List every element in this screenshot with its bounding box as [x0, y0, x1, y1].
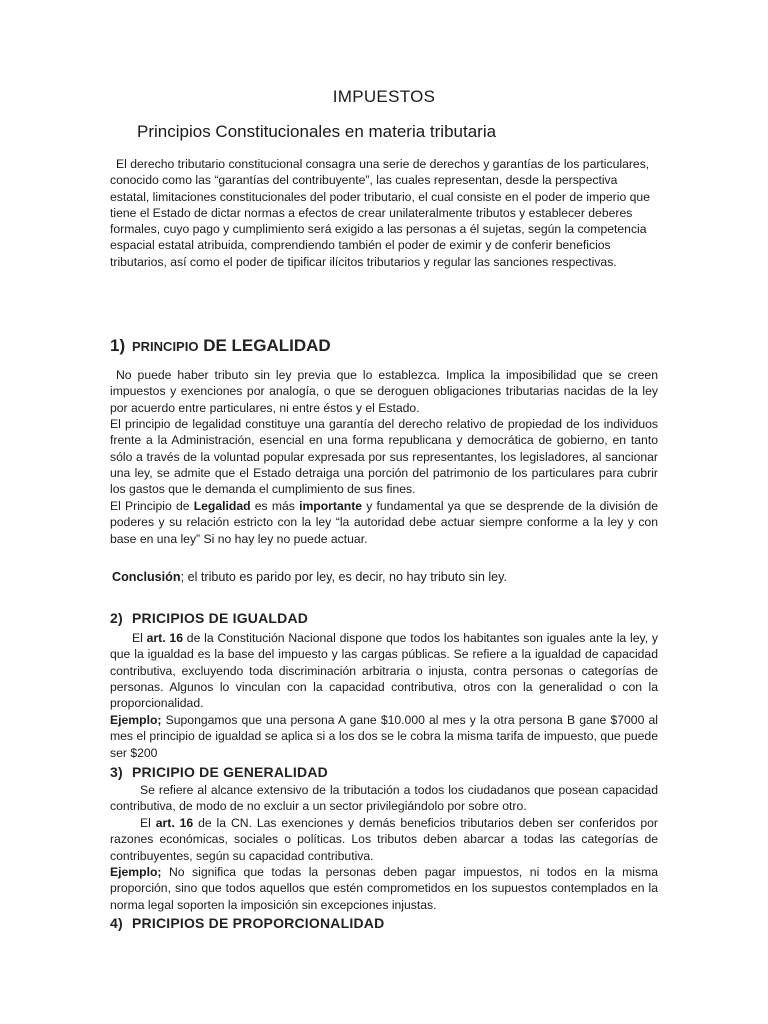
- section-4-heading-text: PRICIPIOS DE PROPORCIONALIDAD: [132, 915, 385, 931]
- section-3-heading: [110, 764, 328, 780]
- section-2-heading: [110, 610, 308, 626]
- example-text: Supongamos que una persona A gane $10.000 al mes y la otra persona B gane $7000 al mes el principio de igualdad se aplica si a los dos se le cobra la misma tarifa de impuesto, que puede ser $200: [110, 713, 658, 760]
- section-2-heading-text: PRICIPIOS DE IGUALDAD: [132, 610, 309, 626]
- text-run: El: [140, 816, 156, 830]
- section-4-number: 4): [110, 915, 123, 931]
- text-run: El Principio de: [110, 499, 194, 513]
- document-subtitle: Principios Constitucionales en materia tributaria: [137, 122, 497, 141]
- document-title: IMPUESTOS: [332, 87, 436, 106]
- section-1-number: 1): [110, 336, 126, 355]
- intro-paragraph: El derecho tributario constitucional consagra una serie de derechos y garantías de los particulares, conocido como las “garantías del contribuyente”, las cuales representan, desde la perspectiva estatal, limitaciones constitucionales del poder tributario, el cual consiste en el poder de imperio que tiene el Estado de dictar normas a efectos de crear unilateralmente tributos y establecer deberes formales, cuyo pago y cumplimiento será exigido a las personas a él sujetas, según la competencia espacial estatal atribuida, comprendiendo también el poder de eximir y de conferir beneficios tributarios, así como el poder de tipificar ilícitos tributarios y regular las sanciones respectivas.: [110, 157, 650, 269]
- section-2-paragraph-1: [110, 630, 658, 711]
- section-3-paragraph-2: [110, 815, 658, 864]
- section-4-heading: [110, 915, 384, 931]
- section-3-heading-text: PRICIPIO DE GENERALIDAD: [132, 764, 328, 780]
- section-2-number: 2): [110, 610, 123, 626]
- section-3-paragraph-1: Se refiere al alcance extensivo de la tributación a todos los ciudadanos que posean capacidad contributiva, de modo de no excluir a un sector privilegiándolo por sobre otro.: [110, 783, 658, 814]
- section-2-example: [110, 712, 658, 761]
- section-1-paragraph-1: No puede haber tributo sin ley previa que lo establezca. Implica la imposibilidad que se creen impuestos y exenciones por analogía, o que se deroguen obligaciones tributarias nacidas de la ley por acuerdo entre particulares, ni entre éstos y el Estado.: [110, 368, 658, 415]
- bold-term-importante: importante: [299, 499, 363, 513]
- bold-term-legalidad: Legalidad: [193, 499, 251, 513]
- example-label: Ejemplo;: [110, 865, 162, 879]
- text-run: de la Constitución Nacional dispone que todos los habitantes son iguales ante la ley, y que la igualdad es la base del impuesto y las cargas públicas. Se refiere a la igualdad de capacidad contributiva, excluyendo toda discriminación arbitraria o injusta, contra personas o categorías de personas. Algunos lo vinculan con la capacidad contributiva, otros con la generalidad o con la proporcionalidad.: [110, 631, 658, 711]
- section-3-number: 3): [110, 764, 123, 780]
- text-run: y fundamental ya que se desprende de la división de poderes y su relación estricto con la ley “la autoridad debe actuar siempre conforme a la ley y con base en una ley” Si no hay ley no puede actuar.: [110, 499, 658, 546]
- text-run: El: [132, 631, 147, 645]
- section-3-example: [110, 864, 658, 913]
- section-1-heading: [110, 336, 331, 356]
- bold-term-art16: art. 16: [155, 816, 194, 830]
- section-1-heading-small: PRINCIPIO: [132, 339, 199, 354]
- example-label: Ejemplo;: [110, 713, 162, 727]
- section-1-paragraph-3: [110, 498, 658, 547]
- conclusion-text: ; el tributo es parido por ley, es decir, no hay tributo sin ley.: [180, 570, 508, 584]
- section-1-heading-rest: DE LEGALIDAD: [198, 336, 331, 355]
- text-run: de la CN. Las exenciones y demás beneficios tributarios deben ser conferidos por razones económicas, sociales o políticas. Los tributos deben abarcar a todas las categorías de contribuyentes, según su capacidad contributiva.: [110, 816, 658, 863]
- bold-term-art16: art. 16: [146, 631, 183, 645]
- text-run: es más: [250, 499, 300, 513]
- section-1-paragraph-2: El principio de legalidad constituye una garantía del derecho relativo de propiedad de los individuos frente a la Administración, esencial en una forma republicana y democrática de gobierno, en tanto sólo a través de la voluntad popular expresada por sus representantes, los legisladores, al sancionar una ley, se admite que el Estado detraiga una porción del patrimonio de los particulares para cubrir los gastos que le demanda el cumplimiento de sus fines.: [110, 417, 658, 497]
- example-text: No significa que todas la personas deben pagar impuestos, ni todos en la misma proporción, sino que todos aquellos que estén comprometidos en los supuestos contemplados en la norma legal soporten la imposición sin excepciones injustas.: [110, 865, 658, 912]
- conclusion-label: Conclusión: [112, 570, 181, 584]
- section-1-conclusion: [112, 569, 660, 585]
